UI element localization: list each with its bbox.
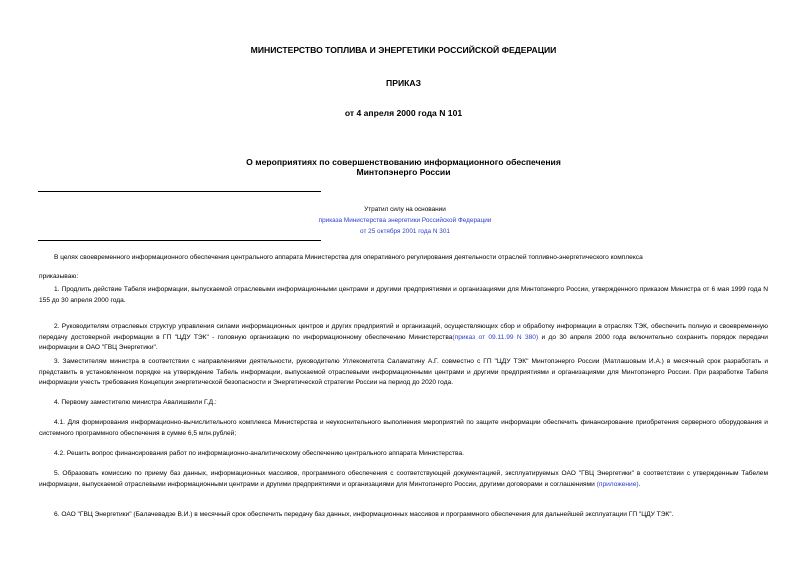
paragraph-5-text: 5. Образовать комиссию по приему баз данных, информационных массивов, программного обеспечения с соответствующей документацией, эксплуатируемых ОАО "ГВЦ Энергетики" в соответствии с утвержденным Табелем информации, выпускаемой отраслевыми информационными центрами и другими предприятиями и организациями для Минтопэнерго России, другими договорами и соглашениями — [39, 470, 768, 488]
paragraph-4-1: 4.1. Для формирования информационно-вычислительного комплекса Министерства и неукоснительного выполнения мероприятий по защите информации обеспечить финансирование приобретения серверного оборудования и системного программного обеспечения в сумме 6,5 млн.рублей; — [39, 419, 768, 437]
paragraph-6: 6. ОАО "ГВЦ Энергетики" (Балачевадзе В.И.) в месячный срок обеспечить передачу баз данных, информационных массивов и программного обеспечения для дальнейшей эксплуатации ГП "ЦДУ ТЭК". — [54, 511, 674, 518]
paragraph-1: 1. Продлить действие Табеля информации, выпускаемой отраслевыми информационными центрами и другими предприятиями и организациями для Минтопэнерго России, утвержденного приказом Министра от 6 мая 1999 года N 155 до 30 апреля 2000 года. — [39, 286, 768, 304]
paragraph-3: 3. Заместителям министра в соответствии с направлениями деятельности, руководителю Углекомитета Саламатину А.Г. совместно с ГП "ЦДУ ТЭК" Минтопэнерго России (Матлашовым И.А.) в месячный срок разработать и представить в установленном порядке на утверждение Табель информации, выпускаемой отраслевыми информационными центрами и другими предприятиями и организациями для Минтопэнерго России. При разработке Табеля информации учесть требования Концепции энергетической безопасности и Энергетической стратегии России на период до 2020 года. — [39, 358, 768, 387]
paragraph-4: 4. Первому заместителю министра Авалишвили Г.Д.: — [54, 399, 217, 406]
divider-bottom — [38, 240, 321, 241]
paragraph-2 — [39, 322, 768, 354]
document-title-line2: Минтопэнерго России — [356, 167, 451, 177]
paragraph-2-text-end: и до 30 апреля 2000 года включительно сохранить порядок передачи информации в ОАО "ГВЦ Энергетики". — [39, 333, 768, 352]
paragraph-5 — [39, 469, 768, 490]
appendix-link[interactable]: (приложение) — [596, 480, 639, 488]
paragraph-4-2: 4.2. Решить вопрос финансирования работ по информационно-аналитическому обеспечению центрального аппарата Министерства. — [54, 450, 464, 457]
document-date-number: от 4 апреля 2000 года N 101 — [344, 108, 463, 118]
order-380-link[interactable]: (приказ от 09.11.99 N 380) — [452, 333, 539, 341]
intro-paragraph: В целях своевременного информационного обеспечения центрального аппарата Министерства для оперативного регулирования деятельности отраслей топливно-энергетического комплекса — [54, 254, 643, 261]
order-word: приказываю: — [39, 273, 79, 280]
document-type: ПРИКАЗ — [386, 78, 421, 88]
ministry-heading: МИНИСТЕРСТВО ТОПЛИВА И ЭНЕРГЕТИКИ РОССИЙСКОЙ ФЕДЕРАЦИИ — [250, 45, 557, 55]
divider-top — [38, 191, 321, 192]
paragraph-5-text-end: . — [638, 480, 641, 488]
document-title-line1: О мероприятиях по совершенствованию информационного обеспечения — [246, 157, 561, 167]
paragraph-2-text: 2. Руководителям отраслевых структур управления силами информационных центров и других предприятий и организаций, осуществляющих сбор и обработку информации в отраслях ТЭК, обеспечить полную и своевременную передачу достоверной информации в ГП "ЦДУ ТЭК" - головную организацию по информационному обеспечению Министерства — [39, 323, 768, 341]
status-note-text: Утратил силу на основании — [364, 206, 446, 213]
repeal-order-link[interactable]: приказа Министерства энергетики Российской Федерации — [318, 217, 492, 224]
repeal-order-date-link[interactable]: от 25 октября 2001 года N 301 — [360, 228, 450, 235]
status-note — [240, 204, 570, 237]
